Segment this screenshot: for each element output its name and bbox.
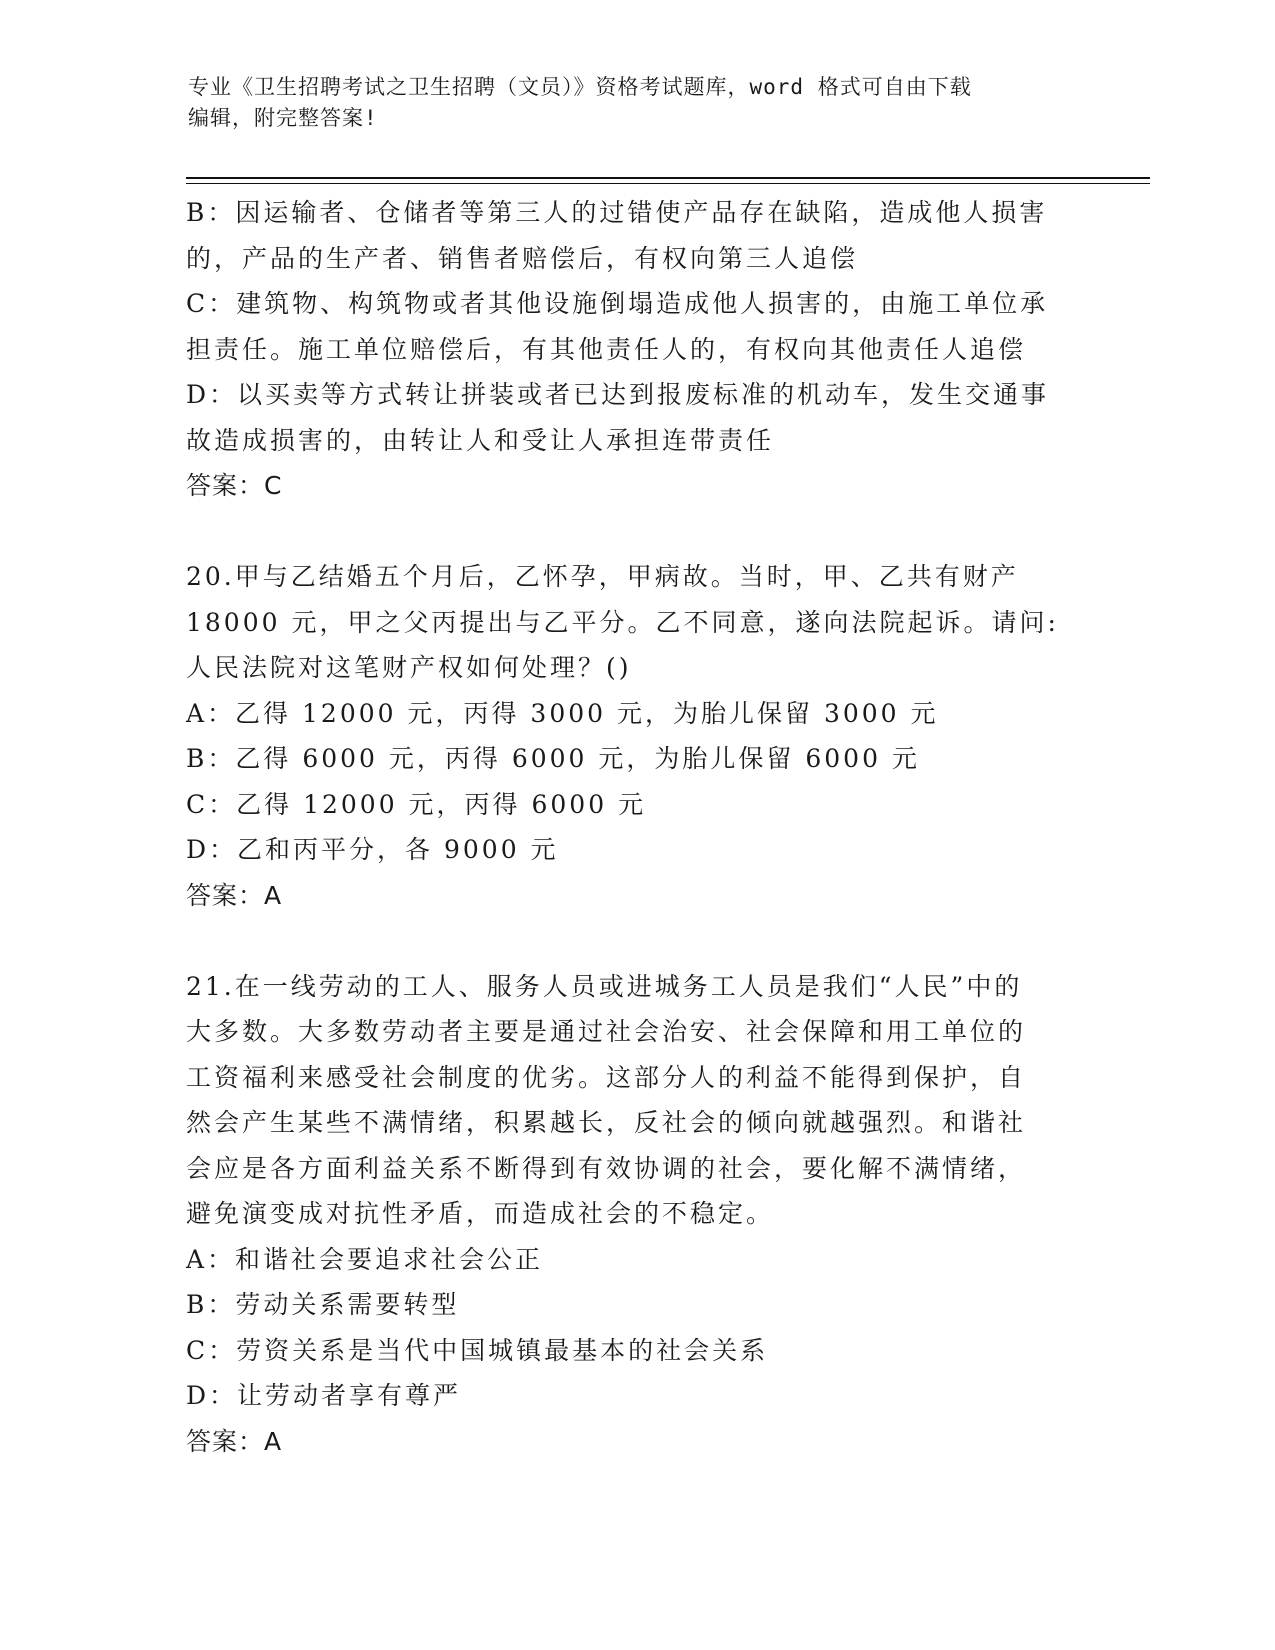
question-stem-line-2: 大多数。大多数劳动者主要是通过社会治安、社会保障和用工单位的 (186, 1017, 1027, 1046)
question-stem-line-3: 工资福利来感受社会制度的优劣。这部分人的利益不能得到保护，自 (186, 1062, 1027, 1092)
option-b: B：劳动关系需要转型 (186, 1290, 460, 1319)
option-a: A：乙得 12000 元，丙得 3000 元，为胎儿保留 3000 元 (186, 698, 939, 728)
option-c-line-1: C：建筑物、构筑物或者其他设施倒塌造成他人损害的，由施工单位承 (186, 289, 1049, 318)
question-19-continued (186, 190, 1086, 509)
document-body (186, 190, 1086, 1464)
option-a: A：和谐社会要追求社会公正 (186, 1244, 544, 1274)
answer: 答案：A (186, 1426, 283, 1456)
header-line-1: 专业《卫生招聘考试之卫生招聘（文员）》资格考试题库，word 格式可自由下载 (188, 75, 972, 99)
option-d: D：让劳动者享有尊严 (186, 1381, 462, 1410)
question-stem-line-5: 会应是各方面利益关系不断得到有效协调的社会，要化解不满情绪， (186, 1153, 1027, 1183)
answer: 答案：C (186, 471, 283, 500)
header-rule-thick (186, 177, 1150, 179)
question-stem-line-4: 然会产生某些不满情绪，积累越长，反社会的倾向就越强烈。和谐社 (186, 1108, 1027, 1137)
question-stem-line-2: 18000 元，甲之父丙提出与乙平分。乙不同意，遂向法院起诉。请问: (186, 607, 1059, 637)
option-b: B：乙得 6000 元，丙得 6000 元，为胎儿保留 6000 元 (186, 744, 920, 773)
option-c: C：乙得 12000 元，丙得 6000 元 (186, 789, 647, 819)
answer: 答案：A (186, 880, 283, 910)
option-c: C：劳资关系是当代中国城镇最基本的社会关系 (186, 1335, 769, 1365)
question-stem-line-1: 21.在一线劳动的工人、服务人员或进城务工人员是我们“人民”中的 (186, 971, 1023, 1001)
option-b-line-2: 的，产品的生产者、销售者赔偿后，有权向第三人追偿 (186, 243, 859, 273)
option-c-line-2: 担责任。施工单位赔偿后，有其他责任人的，有权向其他责任人追偿 (186, 334, 1027, 364)
option-d-line-2: 故造成损害的，由转让人和受让人承担连带责任 (186, 425, 775, 455)
spacer (186, 918, 1086, 964)
spacer (186, 509, 1086, 555)
option-d: D：乙和丙平分，各 9000 元 (186, 835, 559, 864)
option-d-line-1: D：以买卖等方式转让拼装或者已达到报废标准的机动车，发生交通事 (186, 380, 1050, 409)
question-21 (186, 964, 1086, 1465)
header-line-2: 编辑，附完整答案! (188, 106, 378, 130)
question-20 (186, 554, 1086, 918)
document-header (188, 72, 1088, 134)
option-b-line-1: B：因运输者、仓储者等第三人的过错使产品存在缺陷，造成他人损害 (186, 198, 1048, 227)
question-stem-line-1: 20.甲与乙结婚五个月后，乙怀孕，甲病故。当时，甲、乙共有财产 (186, 562, 1019, 591)
question-stem-line-3: 人民法院对这笔财产权如何处理？() (186, 653, 632, 682)
question-stem-line-6: 避免演变成对抗性矛盾，而造成社会的不稳定。 (186, 1199, 775, 1228)
header-rule-thin (186, 183, 1150, 184)
